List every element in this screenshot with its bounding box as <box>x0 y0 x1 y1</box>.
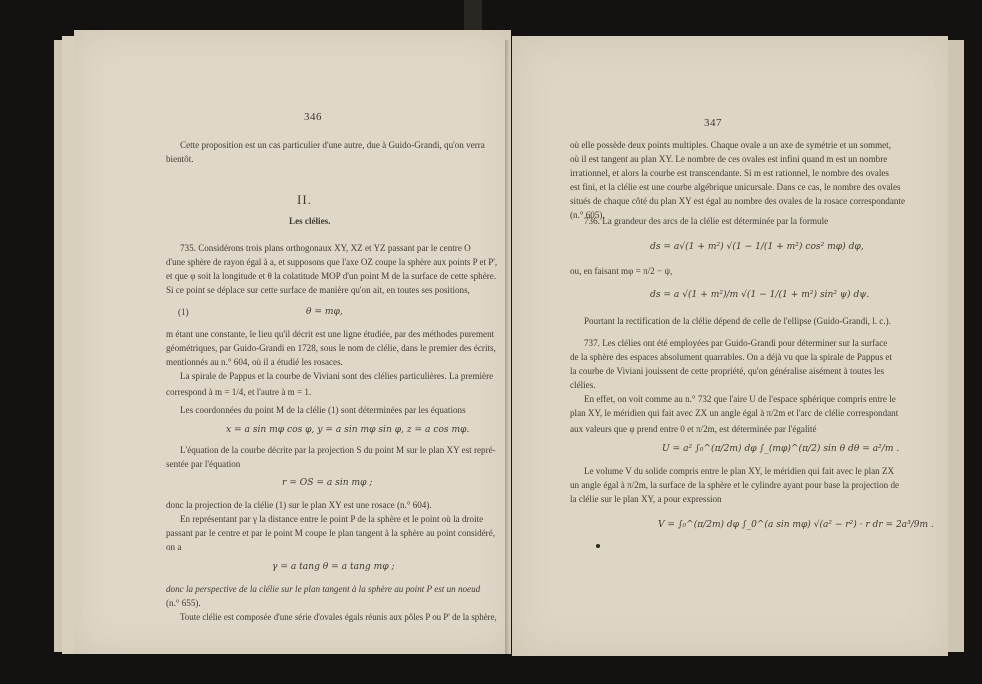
text-line: donc la projection de la clélie (1) sur le plan XY est une rosace (n.° 604). <box>166 500 432 510</box>
section-title: Les clélies. <box>289 216 331 226</box>
text-line: Pourtant la rectification de la clélie dépend de celle de l'ellipse (Guido-Grandi, l. c.). <box>584 316 891 326</box>
page-number: 347 <box>704 117 722 129</box>
left-page <box>74 30 511 654</box>
text-line: La spirale de Pappus et la courbe de Viviani sont des clélies particulières. La première <box>180 371 494 381</box>
text-line: Le volume V du solide compris entre le plan XY, le méridien qui fait avec le plan ZX <box>584 466 895 476</box>
text-line: Cette proposition est un cas particulier d'une autre, due à Guido-Grandi, qu'on verra <box>180 140 485 150</box>
text-line: Les coordonnées du point M de la clélie (1) sont déterminées par les équations <box>180 405 466 415</box>
text-line: Toute clélie est composée d'une série d'ovales égals réunis aux pôles P ou P' de la sphère, <box>180 612 497 622</box>
text-line: 737. Les clélies ont été employées par Guido-Grandi pour déterminer sur la surface <box>584 338 888 348</box>
text-line: aux valeurs que φ prend entre 0 et π/2m, est déterminée par l'égalité <box>570 424 817 434</box>
text-line: En représentant par γ la distance entre le point P de la sphère et le point où la droite <box>180 514 484 524</box>
text-line: et que φ soit la longitude et θ la colatitude MOP d'un point M de la surface de cette sphère. <box>166 271 497 281</box>
text-line: correspond à m = 1/4, et l'autre à m = 1. <box>166 387 312 397</box>
equation: γ = a tang θ = a tang mφ ; <box>272 562 395 572</box>
equation: x = a sin mφ cos φ, y = a sin mφ sin φ, z = a cos mφ. <box>226 425 470 435</box>
text-line: plan XY, le méridien qui fait avec ZX un angle égal à π/2m et l'arc de clélie correspondant <box>570 408 899 418</box>
text-line: 735. Considérons trois plans orthogonaux XY, XZ et YZ passant par le centre O <box>180 243 471 253</box>
text-line: 736. La grandeur des arcs de la clélie est déterminée par la formule <box>584 216 829 226</box>
equation: r = OS = a sin mφ ; <box>282 478 373 488</box>
equation: ds = a√(1 + m²) √(1 − 1/(1 + m²) cos² mφ) dφ, <box>650 242 864 252</box>
text-line: clélies. <box>570 380 596 390</box>
text-line: la clélie sur le plan XY, a pour expression <box>570 494 722 504</box>
text-line: un angle égal à π/2m, la surface de la sphère et le cylindre ayant pour base la projection de <box>570 480 900 490</box>
text-line: d'une sphère de rayon égal à a, et supposons que l'axe OZ coupe la sphère aux points P et P', <box>166 257 498 267</box>
text-line: (n.° 605). <box>570 210 605 220</box>
page-number: 346 <box>304 111 322 123</box>
text-line: de la sphère des espaces absolument quarrables. On a déjà vu que la spirale de Pappus et <box>570 352 892 362</box>
text-line: géométriques, par Guido-Grandi en 1728, sous le nom de clélie, dans le premier des écrits, <box>166 343 496 353</box>
text-line: situés de chaque côté du plan XY est égal au nombre des ovales de la rosace correspondante <box>570 196 905 206</box>
equation: V = ∫₀^(π/2m) dφ ∫_0^(a sin mφ) √(a² − r²) · r dr = 2a³/9m . <box>658 520 934 530</box>
equation: ds = a √(1 + m²)/m √(1 − 1/(1 + m²) sin² ψ) dψ. <box>650 290 870 300</box>
text-line: L'équation de la courbe décrite par la projection S du point M sur le plan XY est repré- <box>180 445 496 455</box>
text-line: où elle possède deux points multiples. Chaque ovale a un axe de symétrie et un sommet, <box>570 140 891 150</box>
text-line: où il est tangent au plan XY. Le nombre de ces ovales est infini quand m est un nombre <box>570 154 888 164</box>
text-line: Si ce point se déplace sur cette surface de manière qu'on ait, en toutes ses positions, <box>166 285 470 295</box>
text-line: ou, en faisant mφ = π/2 − ψ, <box>570 266 673 276</box>
text-line: (n.° 655). <box>166 598 201 608</box>
equation: U = a² ∫₀^(π/2m) dφ ∫_(mφ)^(π/2) sin θ dθ = a²/m . <box>662 444 900 454</box>
equation: θ = mφ, <box>306 307 343 317</box>
text-line: bientôt. <box>166 154 194 164</box>
text-line: passant par le centre et par le point M coupe le plan tangent à la sphère au point considéré, <box>166 528 496 538</box>
section-heading: II. <box>297 192 312 207</box>
text-line: En effet, on voit comme au n.° 732 que l'aire U de l'espace sphérique compris entre le <box>584 394 896 404</box>
text-line: m étant une constante, le lieu qu'il décrit est une ligne étudiée, par des méthodes purement <box>166 329 495 339</box>
text-line: mentionnés au n.° 604, où il a étudié les rosaces. <box>166 357 343 367</box>
page-stack-edge <box>946 40 964 652</box>
text-line: on a <box>166 542 182 552</box>
text-line: la courbe de Viviani jouissent de cette propriété, qu'on généralise aisément à toutes les <box>570 366 885 376</box>
text-line: est fini, et la clélie est une courbe algébrique unicursale. Dans ce cas, le nombre des ovales <box>570 182 901 192</box>
text-line: donc la perspective de la clélie sur le plan tangent à la sphère au point P est un noeud <box>166 584 481 594</box>
ink-spot <box>596 544 600 548</box>
text-line: irrationnel, et alors la courbe est transcendante. Si m est rationnel, le nombre des ovales <box>570 168 889 178</box>
equation-number: (1) <box>178 307 189 317</box>
right-page <box>512 36 948 656</box>
text-line: sentée par l'équation <box>166 459 241 469</box>
